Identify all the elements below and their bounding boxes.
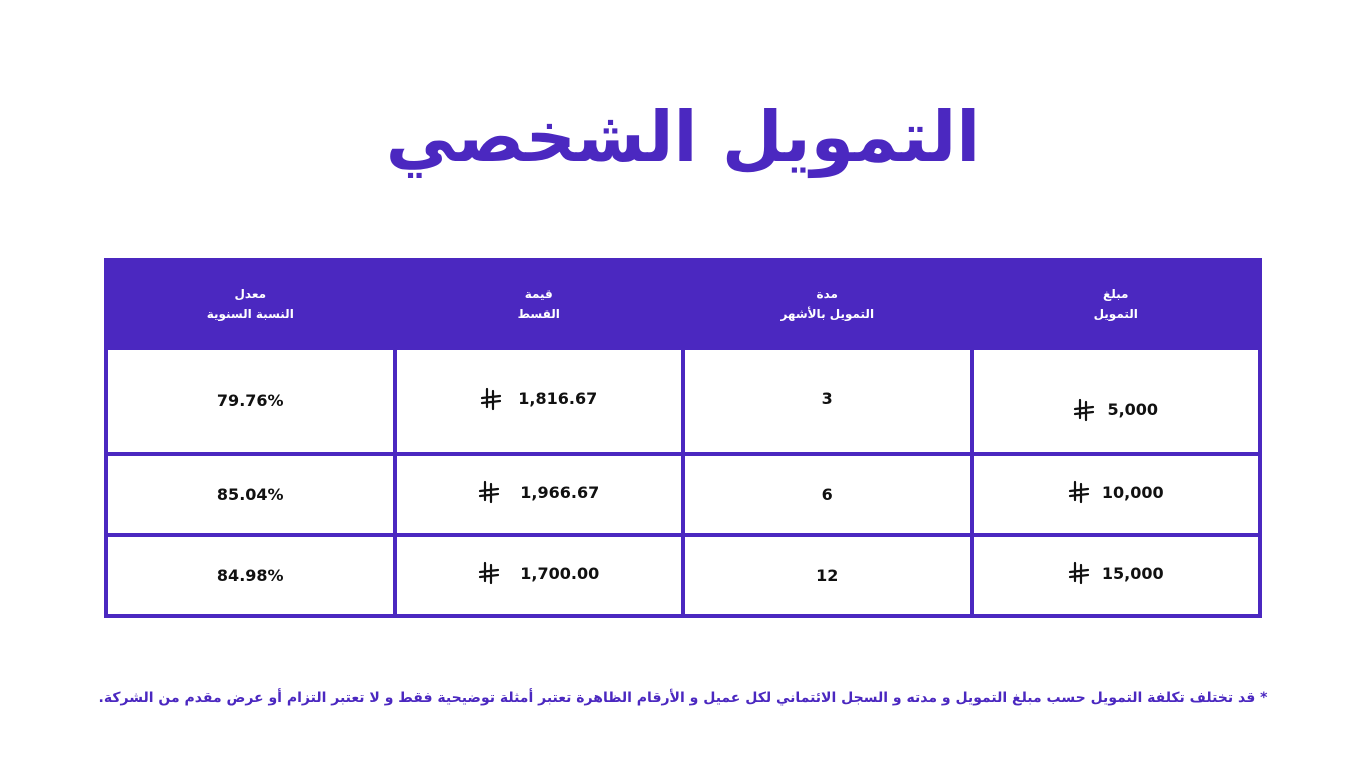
header-installment-line2: القسط [517, 307, 560, 321]
saudi-riyal-icon [1068, 561, 1090, 585]
months-cell [685, 456, 970, 533]
table-row [108, 537, 1258, 614]
financing-table [104, 258, 1262, 618]
installment-value: 1,816.67 [518, 389, 598, 409]
header-amount [974, 262, 1259, 346]
installment-cell [397, 350, 682, 452]
header-apr-line2: النسبة السنوية [206, 307, 294, 321]
apr-value: 79.76% [216, 391, 284, 411]
installment-cell [397, 537, 682, 614]
months-value: 12 [816, 565, 839, 585]
page-title: التمويل الشخصي [385, 96, 981, 178]
header-months [685, 262, 970, 346]
amount-value: 15,000 [1101, 563, 1164, 583]
apr-cell [108, 456, 393, 533]
header-installment [397, 262, 682, 346]
amount-value: 10,000 [1101, 482, 1164, 502]
saudi-riyal-icon [480, 387, 502, 411]
amount-cell [974, 456, 1259, 533]
apr-cell [108, 537, 393, 614]
months-value: 6 [821, 484, 833, 504]
header-apr-line1: معدل [234, 287, 267, 301]
table-header-row [108, 262, 1258, 346]
table-row [108, 456, 1258, 533]
header-amount-line1: مبلغ [1103, 287, 1129, 301]
table-row [108, 350, 1258, 452]
saudi-riyal-icon [478, 480, 500, 504]
months-cell [685, 350, 970, 452]
apr-value: 85.04% [216, 484, 284, 504]
saudi-riyal-icon [478, 561, 500, 585]
amount-cell [974, 537, 1259, 614]
installment-cell [397, 456, 682, 533]
saudi-riyal-icon [1073, 398, 1095, 422]
header-installment-line1: قيمة [524, 287, 553, 301]
header-amount-line2: التمويل [1093, 307, 1138, 321]
amount-value: 5,000 [1107, 400, 1159, 420]
saudi-riyal-icon [1068, 480, 1090, 504]
amount-cell [974, 350, 1259, 452]
apr-value: 84.98% [216, 565, 284, 585]
apr-cell [108, 350, 393, 452]
installment-value: 1,966.67 [520, 482, 600, 502]
header-apr [108, 262, 393, 346]
months-cell [685, 537, 970, 614]
header-months-line2: التمويل بالأشهر [780, 307, 875, 321]
header-months-line1: مدة [816, 287, 838, 301]
months-value: 3 [821, 389, 833, 409]
disclaimer-footnote: * قد تختلف تكلفة التمويل حسب مبلغ التمويل و مدته و السجل الائتماني لكل عميل و الأرقام الظاهرة تعتبر أمثلة توضيحية فقط و لا تعتبر التزام أو عرض مقدم من الشركة. [98, 690, 1268, 706]
installment-value: 1,700.00 [520, 563, 600, 583]
